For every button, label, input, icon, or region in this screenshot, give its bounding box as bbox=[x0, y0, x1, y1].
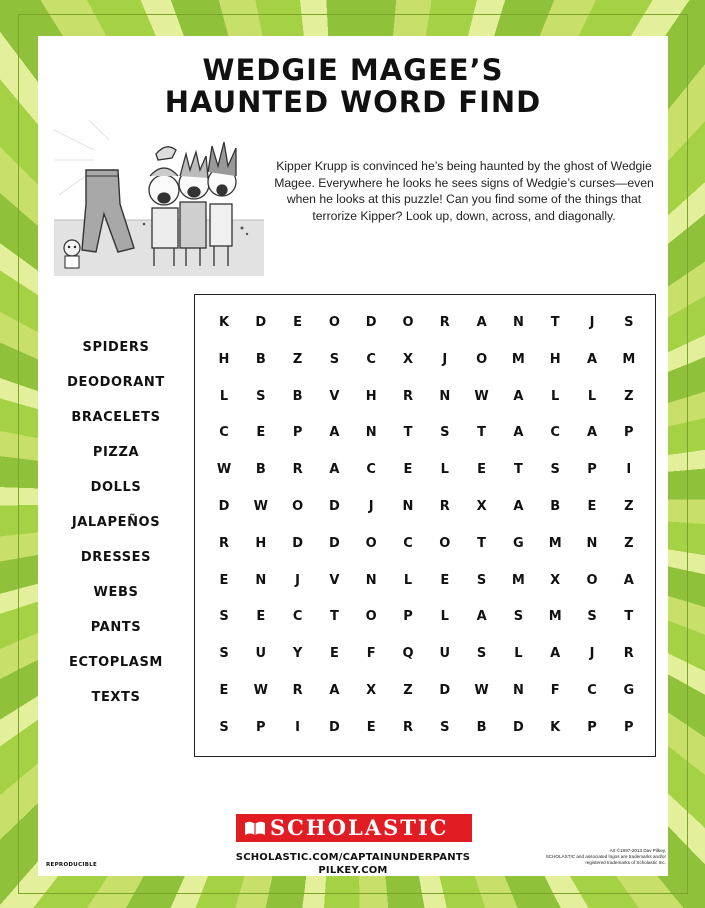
grid-letter[interactable]: V bbox=[329, 572, 340, 588]
grid-letter[interactable]: C bbox=[587, 683, 597, 698]
grid-letter[interactable]: W bbox=[253, 499, 268, 514]
grid-letter[interactable]: C bbox=[550, 425, 560, 441]
grid-letter[interactable]: E bbox=[219, 572, 229, 588]
grid-letter[interactable]: J bbox=[589, 646, 595, 662]
grid-letter[interactable]: D bbox=[365, 315, 377, 330]
grid-row bbox=[195, 646, 655, 682]
grid-letter[interactable]: N bbox=[255, 572, 267, 588]
grid-letter[interactable]: E bbox=[219, 683, 229, 698]
grid-letter[interactable]: S bbox=[476, 646, 487, 662]
grid-letter[interactable]: T bbox=[624, 609, 634, 625]
grid-letter[interactable]: A bbox=[476, 315, 487, 330]
grid-letter[interactable]: O bbox=[365, 535, 377, 551]
grid-letter[interactable]: B bbox=[292, 388, 303, 404]
grid-letter[interactable]: Y bbox=[292, 646, 303, 662]
grid-letter[interactable]: J bbox=[442, 351, 448, 367]
grid-letter[interactable]: E bbox=[329, 646, 339, 662]
grid-letter[interactable]: W bbox=[474, 683, 489, 698]
grid-letter[interactable]: A bbox=[586, 425, 598, 441]
grid-letter[interactable]: A bbox=[513, 388, 524, 404]
grid-letter[interactable]: K bbox=[218, 315, 230, 330]
grid-letter[interactable]: R bbox=[218, 535, 229, 551]
grid-letter[interactable]: V bbox=[329, 388, 340, 404]
website-links bbox=[198, 851, 508, 877]
grid-letter[interactable]: T bbox=[329, 609, 339, 625]
grid-letter[interactable]: C bbox=[403, 535, 413, 551]
legal-line: registered trademarks of Scholastic Inc. bbox=[585, 860, 666, 865]
grid-letter[interactable]: D bbox=[328, 535, 340, 551]
word-item: JALAPEÑOS bbox=[71, 515, 161, 530]
grid-letter[interactable]: A bbox=[550, 646, 561, 662]
title-line-1: WEDGIE MAGEE’S bbox=[202, 52, 504, 88]
grid-letter[interactable]: S bbox=[587, 609, 597, 625]
grid-letter[interactable]: J bbox=[589, 315, 595, 330]
grid-letter[interactable]: I bbox=[295, 719, 301, 735]
grid-letter[interactable]: Z bbox=[624, 535, 634, 551]
grid-letter[interactable]: A bbox=[513, 425, 524, 441]
grid-letter[interactable]: B bbox=[550, 499, 561, 514]
grid-letter[interactable]: C bbox=[219, 425, 229, 441]
grid-letter[interactable]: E bbox=[366, 719, 376, 735]
word-item: PIZZA bbox=[92, 445, 140, 460]
grid-letter[interactable]: D bbox=[328, 499, 340, 514]
grid-letter[interactable]: D bbox=[512, 719, 524, 735]
grid-letter[interactable]: Z bbox=[292, 351, 303, 367]
grid-letter[interactable]: S bbox=[256, 388, 266, 404]
grid-row bbox=[195, 683, 655, 719]
grid-row bbox=[195, 573, 655, 609]
grid-letter[interactable]: B bbox=[255, 351, 266, 367]
grid-letter[interactable]: H bbox=[365, 388, 377, 404]
grid-letter[interactable]: W bbox=[253, 683, 268, 698]
grid-letter[interactable]: W bbox=[216, 462, 232, 478]
logo-text: SCHOLASTIC bbox=[270, 815, 449, 840]
grid-letter[interactable]: H bbox=[255, 535, 267, 551]
grid-letter[interactable]: B bbox=[476, 719, 487, 735]
grid-row bbox=[195, 720, 655, 756]
grid-letter[interactable]: O bbox=[476, 351, 488, 367]
grid-letter[interactable]: P bbox=[292, 425, 303, 441]
grid-letter[interactable]: B bbox=[255, 462, 266, 478]
grid-letter[interactable]: H bbox=[549, 351, 561, 367]
grid-letter[interactable]: A bbox=[586, 351, 598, 367]
word-item: BRACELETS bbox=[71, 410, 161, 425]
grid-letter[interactable]: O bbox=[439, 535, 451, 551]
grid-letter[interactable]: J bbox=[295, 572, 301, 588]
grid-letter[interactable]: T bbox=[477, 425, 487, 441]
grid-letter[interactable]: R bbox=[623, 646, 634, 662]
grid-letter[interactable]: E bbox=[256, 609, 266, 625]
grid-letter[interactable]: C bbox=[292, 609, 303, 625]
grid-letter[interactable]: J bbox=[368, 499, 374, 514]
grid-letter[interactable]: R bbox=[402, 388, 413, 404]
grid-letter[interactable]: T bbox=[513, 462, 523, 478]
grid-letter[interactable]: S bbox=[476, 572, 487, 588]
grid-letter[interactable]: M bbox=[548, 535, 562, 551]
title-line-2: HAUNTED WORD FIND bbox=[164, 84, 542, 120]
grid-letter[interactable]: D bbox=[218, 499, 230, 514]
grid-letter[interactable]: E bbox=[403, 462, 413, 478]
grid-letter[interactable]: S bbox=[624, 315, 634, 330]
grid-letter[interactable]: L bbox=[587, 388, 597, 404]
legal-line: SCHOLASTIC and associated logos are trademarks and/or bbox=[545, 854, 666, 859]
grid-letter[interactable]: M bbox=[622, 351, 636, 367]
grid-row bbox=[195, 389, 655, 425]
grid-letter[interactable]: M bbox=[511, 351, 525, 367]
word-item: ECTOPLASM bbox=[69, 655, 163, 670]
word-item: DOLLS bbox=[90, 480, 142, 495]
scholastic-logo[interactable] bbox=[236, 814, 472, 842]
grid-letter[interactable]: N bbox=[586, 535, 598, 551]
grid-letter[interactable]: X bbox=[550, 572, 561, 588]
grid-letter[interactable]: W bbox=[474, 388, 489, 404]
grid-letter[interactable]: T bbox=[403, 425, 413, 441]
grid-letter[interactable]: A bbox=[329, 425, 340, 441]
grid-letter[interactable]: O bbox=[328, 315, 340, 330]
grid-letter[interactable]: U bbox=[255, 646, 267, 662]
grid-letter[interactable]: S bbox=[219, 719, 229, 735]
word-item: SPIDERS bbox=[82, 340, 150, 355]
intro-paragraph: Kipper Krupp is convinced he’s being haunted by the ghost of Wedgie Magee. Everywhere he looks he sees signs of Wedgie’s curses—even when he looks at this puzzle! Can you find some of the things that terrorize Kipper? Look up, down, across, and diagonally. bbox=[274, 159, 654, 223]
legal-line: Art ©1997-2013 Dav Pilkey. bbox=[609, 848, 666, 853]
grid-letter[interactable]: S bbox=[219, 609, 229, 625]
grid-letter[interactable]: K bbox=[550, 719, 561, 735]
word-item: DRESSES bbox=[80, 550, 152, 565]
grid-row bbox=[195, 352, 655, 388]
grid-letter[interactable]: X bbox=[476, 499, 487, 514]
grid-letter[interactable]: Q bbox=[402, 646, 414, 662]
grid-letter[interactable]: O bbox=[292, 499, 304, 514]
grid-letter[interactable]: E bbox=[256, 425, 266, 441]
grid-letter[interactable]: S bbox=[440, 719, 450, 735]
grid-letter[interactable]: P bbox=[624, 425, 634, 441]
grid-letter[interactable]: L bbox=[440, 609, 449, 625]
grid-letter[interactable]: D bbox=[328, 719, 340, 735]
grid-letter[interactable]: Z bbox=[403, 683, 413, 698]
grid-letter[interactable]: N bbox=[365, 572, 377, 588]
grid-letter[interactable]: Z bbox=[624, 388, 634, 404]
grid-letter[interactable]: P bbox=[587, 462, 597, 478]
reproducible-label: REPRODUCIBLE bbox=[46, 862, 98, 868]
grid-letter[interactable]: T bbox=[550, 315, 560, 330]
grid-letter[interactable]: G bbox=[623, 683, 635, 698]
grid-letter[interactable]: F bbox=[366, 646, 376, 662]
grid-letter[interactable]: T bbox=[477, 535, 487, 551]
website-link-pilkey[interactable]: PILKEY.COM bbox=[318, 865, 388, 876]
grid-letter[interactable]: D bbox=[255, 315, 267, 330]
word-item: DEODORANT bbox=[67, 375, 165, 390]
website-link-scholastic[interactable]: SCHOLASTIC.COM/CAPTAINUNDERPANTS bbox=[235, 852, 471, 863]
grid-letter[interactable]: U bbox=[439, 646, 451, 662]
grid-letter[interactable]: R bbox=[292, 683, 303, 698]
grid-row bbox=[195, 536, 655, 572]
grid-letter[interactable]: P bbox=[256, 719, 266, 735]
grid-letter[interactable]: R bbox=[439, 315, 450, 330]
grid-letter[interactable]: E bbox=[293, 315, 303, 330]
grid-letter[interactable]: L bbox=[551, 388, 560, 404]
grid-row bbox=[195, 315, 655, 351]
open-book-icon bbox=[244, 820, 266, 836]
legal-notice bbox=[520, 848, 666, 866]
grid-letter[interactable]: P bbox=[587, 719, 597, 735]
grid-letter[interactable]: C bbox=[366, 462, 376, 478]
word-search-grid bbox=[194, 294, 656, 757]
grid-letter[interactable]: A bbox=[329, 683, 340, 698]
grid-letter[interactable]: N bbox=[512, 315, 524, 330]
grid-letter[interactable]: G bbox=[513, 535, 524, 551]
grid-letter[interactable]: I bbox=[626, 462, 632, 478]
grid-letter[interactable]: Z bbox=[624, 499, 634, 514]
grid-letter[interactable]: C bbox=[366, 351, 376, 367]
grid-letter[interactable]: S bbox=[219, 646, 229, 662]
grid-letter[interactable]: A bbox=[513, 499, 524, 514]
cartoon-illustration-icon bbox=[54, 120, 264, 276]
grid-letter[interactable]: M bbox=[548, 609, 562, 625]
grid-letter[interactable]: L bbox=[219, 388, 229, 404]
grid-letter[interactable]: S bbox=[513, 609, 524, 625]
grid-letter[interactable]: L bbox=[514, 646, 523, 662]
word-item: PANTS bbox=[90, 620, 142, 635]
grid-letter[interactable]: R bbox=[402, 719, 413, 735]
word-list bbox=[38, 336, 194, 721]
grid-letter[interactable]: E bbox=[587, 499, 597, 514]
grid-letter[interactable]: X bbox=[402, 351, 414, 367]
grid-letter[interactable]: A bbox=[329, 462, 340, 478]
grid-letter[interactable]: R bbox=[439, 499, 450, 514]
grid-letter[interactable]: O bbox=[365, 609, 377, 625]
grid-letter[interactable]: N bbox=[402, 499, 414, 514]
grid-letter[interactable]: D bbox=[292, 535, 303, 551]
grid-letter[interactable]: N bbox=[365, 425, 377, 441]
grid-letter[interactable]: F bbox=[550, 683, 560, 698]
grid-row bbox=[195, 499, 655, 535]
grid-letter[interactable]: N bbox=[512, 683, 524, 698]
worksheet bbox=[38, 36, 668, 876]
grid-letter[interactable]: R bbox=[292, 462, 303, 478]
grid-letter[interactable]: E bbox=[477, 462, 487, 478]
grid-letter[interactable]: O bbox=[586, 572, 598, 588]
grid-letter[interactable]: O bbox=[402, 315, 414, 330]
grid-letter[interactable]: P bbox=[624, 719, 634, 735]
grid-letter[interactable]: A bbox=[476, 609, 487, 625]
grid-letter[interactable]: A bbox=[623, 572, 634, 588]
grid-letter[interactable]: L bbox=[403, 572, 413, 588]
page-title bbox=[38, 54, 668, 118]
grid-letter[interactable]: E bbox=[440, 572, 450, 588]
word-item: TEXTS bbox=[91, 690, 141, 705]
grid-letter[interactable]: S bbox=[440, 425, 450, 441]
grid-letter[interactable]: X bbox=[366, 683, 377, 698]
grid-letter[interactable]: S bbox=[550, 462, 560, 478]
grid-row bbox=[195, 425, 655, 461]
grid-letter[interactable]: P bbox=[403, 609, 413, 625]
grid-letter[interactable]: S bbox=[329, 351, 340, 367]
grid-letter[interactable]: D bbox=[439, 683, 451, 698]
grid-letter[interactable]: N bbox=[439, 388, 451, 404]
grid-row bbox=[195, 462, 655, 498]
grid-letter[interactable]: M bbox=[511, 572, 525, 588]
grid-row bbox=[195, 609, 655, 645]
word-item: WEBS bbox=[93, 585, 139, 600]
grid-letter[interactable]: L bbox=[440, 462, 449, 478]
grid-letter[interactable]: H bbox=[218, 351, 230, 367]
